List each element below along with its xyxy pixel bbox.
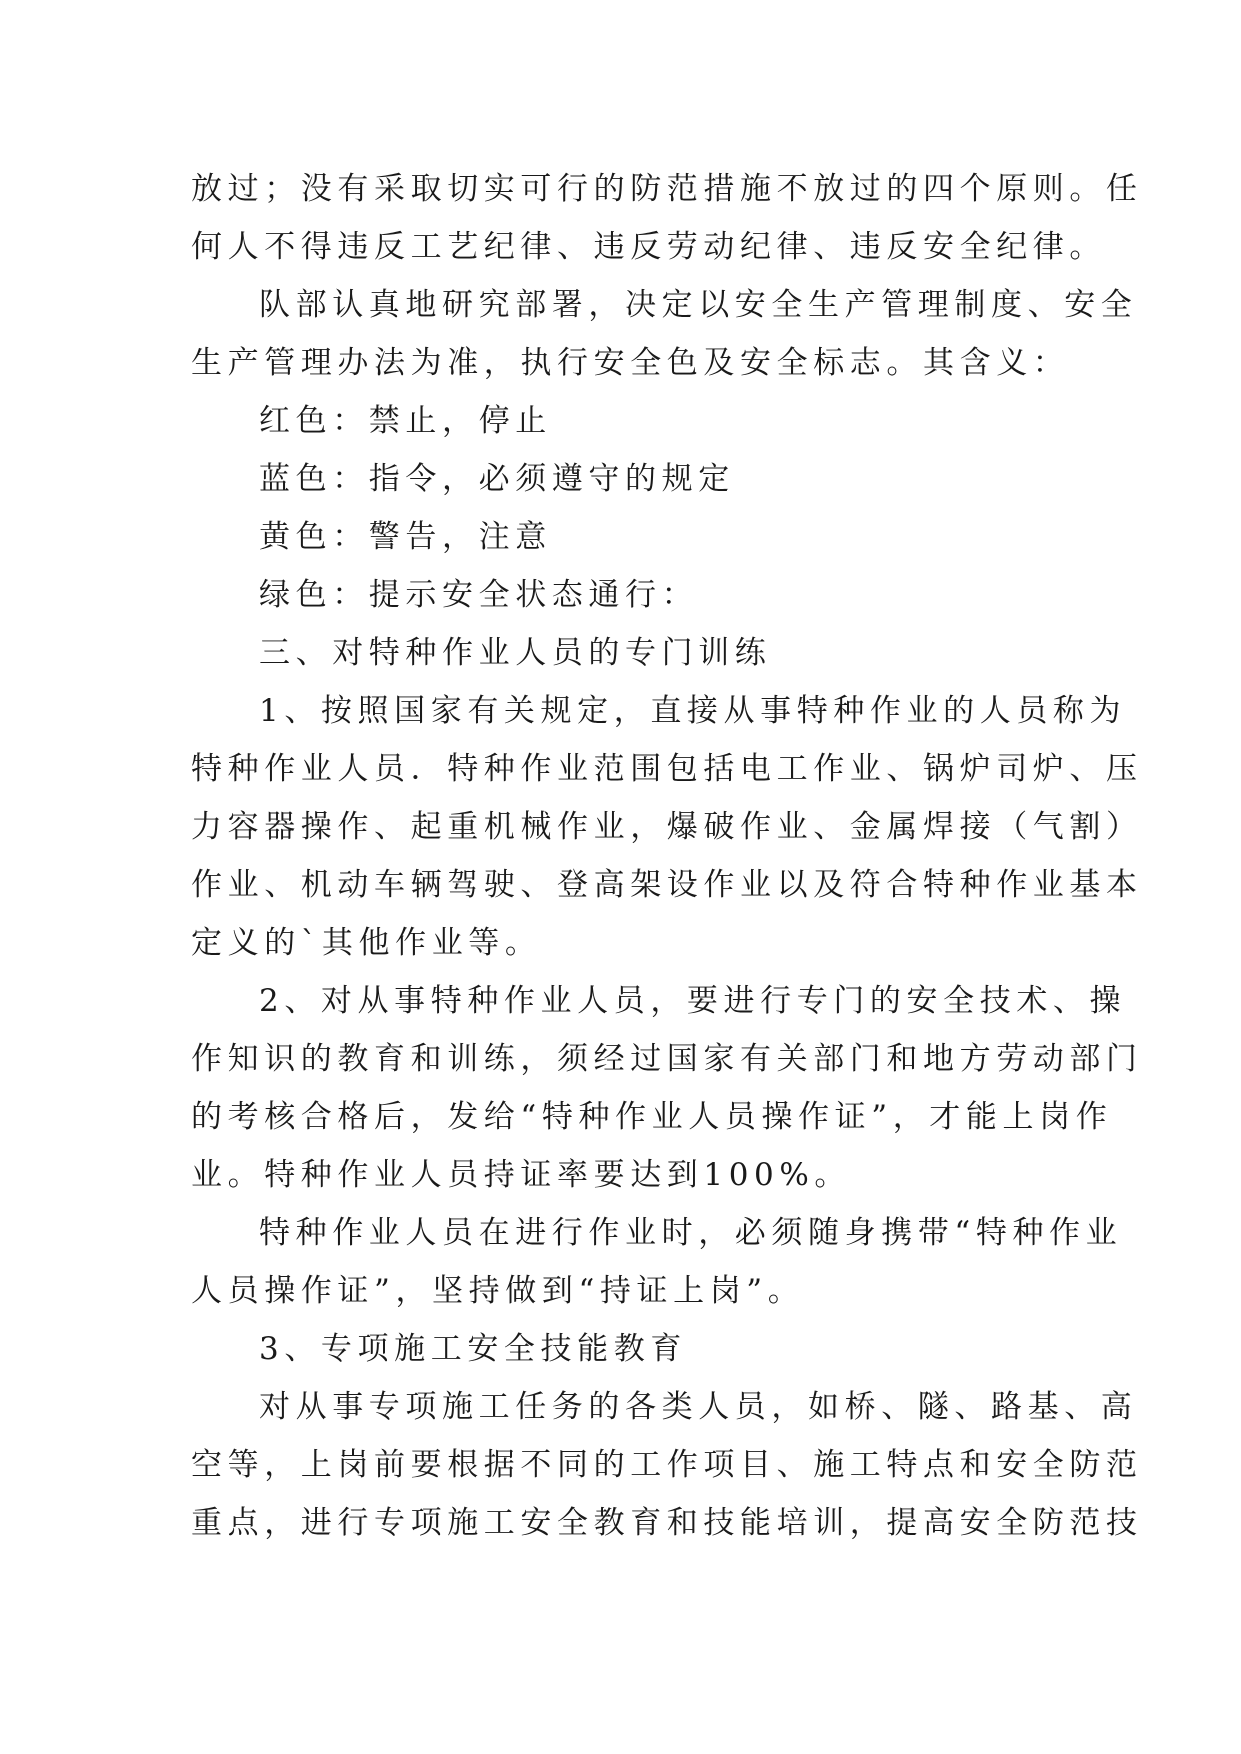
color-meaning-blue: 蓝色：指令，必须遵守的规定 <box>259 461 735 497</box>
text-line: 人员操作证”，坚持做到“持证上岗”。 <box>191 1273 805 1309</box>
text-line: 定义的`其他作业等。 <box>191 925 542 961</box>
text-line: 何人不得违反工艺纪律、违反劳动纪律、违反安全纪律。 <box>191 229 1106 265</box>
text-line: 力容器操作、起重机械作业，爆破作业、金属焊接（气割） <box>191 809 1143 845</box>
paragraph-start-line: 队部认真地研究部署，决定以安全生产管理制度、安全 <box>259 287 1138 323</box>
text-line: 生产管理办法为准，执行安全色及安全标志。其含义： <box>191 345 1070 381</box>
color-meaning-yellow: 黄色：警告，注意 <box>259 519 552 555</box>
subsection-heading: 3、专项施工安全技能教育 <box>259 1331 687 1367</box>
paragraph-start-line: 2、对从事特种作业人员，要进行专门的安全技术、操 <box>259 983 1127 1019</box>
color-meaning-red: 红色：禁止，停止 <box>259 403 552 439</box>
paragraph-start-line: 1、按照国家有关规定，直接从事特种作业的人员称为 <box>259 693 1127 729</box>
text-line: 业。特种作业人员持证率要达到100%。 <box>191 1157 852 1193</box>
text-line: 放过；没有采取切实可行的防范措施不放过的四个原则。任 <box>191 171 1143 207</box>
paragraph-start-line: 对从事专项施工任务的各类人员，如桥、隧、路基、高 <box>259 1389 1138 1425</box>
text-line: 特种作业人员．特种作业范围包括电工作业、锅炉司炉、压 <box>191 751 1143 787</box>
text-line: 的考核合格后，发给“特种作业人员操作证”，才能上岗作 <box>191 1099 1113 1135</box>
text-line: 重点，进行专项施工安全教育和技能培训，提高安全防范技 <box>191 1505 1143 1541</box>
color-meaning-green: 绿色：提示安全状态通行： <box>259 577 699 613</box>
text-line: 作业、机动车辆驾驶、登高架设作业以及符合特种作业基本 <box>191 867 1143 903</box>
text-line: 空等，上岗前要根据不同的工作项目、施工特点和安全防范 <box>191 1447 1143 1483</box>
section-heading: 三、对特种作业人员的专门训练 <box>259 635 772 671</box>
paragraph-start-line: 特种作业人员在进行作业时，必须随身携带“特种作业 <box>259 1215 1123 1251</box>
document-body <box>191 160 1143 1552</box>
text-line: 作知识的教育和训练，须经过国家有关部门和地方劳动部门 <box>191 1041 1143 1077</box>
